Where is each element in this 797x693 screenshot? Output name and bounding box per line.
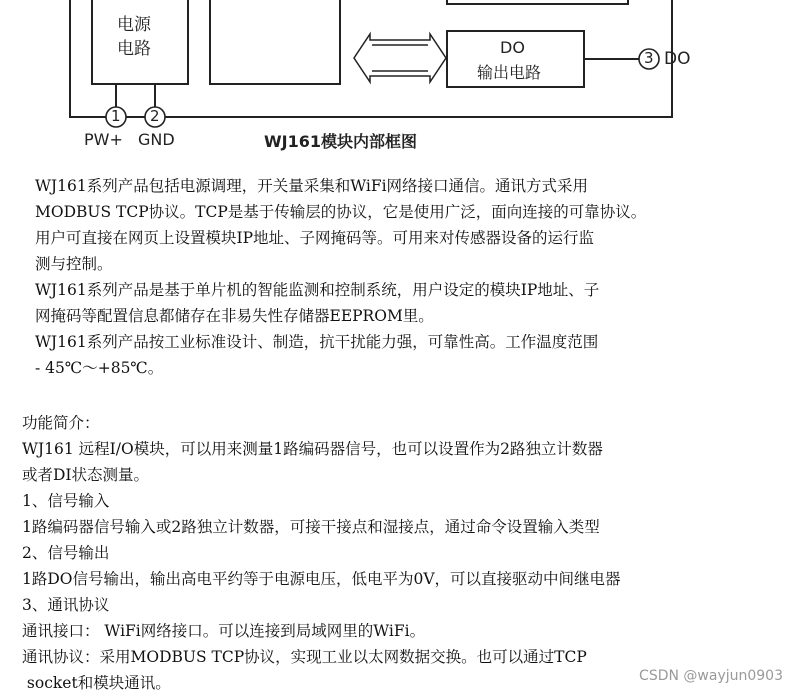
features-line: 3、通讯协议 [22,596,110,614]
intro-line: WJ161系列产品是基于单片机的智能监测和控制系统，用户设定的模块IP地址、子 [35,281,600,299]
do-block-title: DO [500,38,525,57]
features-line: 通讯协议：采用MODBUS TCP协议，实现工业以太网数据交换。也可以通过TCP [22,648,587,666]
double-arrow [354,34,446,82]
pin-3-label: DO [664,49,691,69]
intro-line: - 45℃～+85℃。 [35,359,164,377]
intro-line: 网掩码等配置信息都储存在非易失性存储器EEPROM里。 [35,307,434,325]
features-line: 1、信号输入 [22,492,110,510]
pin-1-label: PW+ [84,130,123,149]
do-block-subtitle: 输出电路 [477,63,542,82]
power-label-line1: 电源 [117,15,151,35]
block-diagram [0,0,797,160]
features-line: 1路编码器信号输入或2路独立计数器，可接干接点和湿接点，通过命令设置输入类型 [22,518,600,536]
pin-2-label: GND [138,130,175,149]
mcu-block [210,0,340,84]
top-right-block [447,0,628,4]
pin-2-number: 2 [150,107,160,125]
features-line: 2、信号输出 [22,544,110,562]
features-heading: 功能简介： [22,414,100,432]
intro-line: 测与控制。 [35,255,113,273]
features-line: 通讯接口： WiFi网络接口。可以连接到局域网里的WiFi。 [22,622,426,640]
features-line: 1路DO信号输出，输出高电平约等于电源电压，低电平为0V，可以直接驱动中间继电器 [22,570,621,588]
features-line: WJ161 远程I/O模块，可以用来测量1路编码器信号，也可以设置作为2路独立计数器 [22,440,603,458]
watermark: CSDN @wayjun0903 [639,668,783,684]
intro-line: MODBUS TCP协议。TCP是基于传输层的协议，它是使用广泛，面向连接的可靠协议。 [35,203,647,221]
diagram-caption: WJ161模块内部框图 [264,132,418,151]
outer-frame [70,0,672,117]
intro-line: WJ161系列产品包括电源调理，开关量采集和WiFi网络接口通信。通讯方式采用 [35,177,589,195]
intro-line: 用户可直接在网页上设置模块IP地址、子网掩码等。可用来对传感器设备的运行监 [35,229,595,247]
features-line: 或者DI状态测量。 [22,466,150,484]
features-line: socket和模块通讯。 [22,674,171,692]
pin-1-number: 1 [111,107,121,125]
intro-line: WJ161系列产品按工业标准设计、制造，抗干扰能力强，可靠性高。工作温度范围 [35,333,599,351]
power-label-line2: 电路 [117,39,151,59]
pin-3-number: 3 [644,49,654,67]
